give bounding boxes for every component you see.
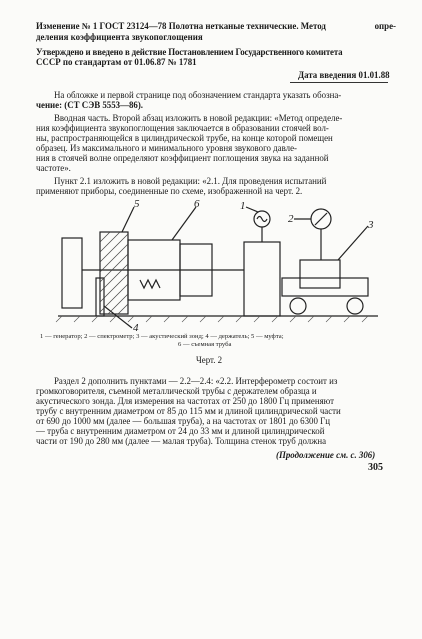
floor-hatch <box>56 316 368 322</box>
p2-line6: частоте». <box>36 163 71 173</box>
apparatus-diagram <box>0 198 422 333</box>
sine-wave-icon <box>257 217 267 222</box>
header-title-text: Изменение № 1 ГОСТ 23124—78 Полотна нетканые технические. Метод <box>36 21 326 31</box>
label-6: 6 <box>194 198 200 210</box>
p3-line2: применяют приборы, соединенные по схеме, изображенной на черт. 2. <box>36 186 303 196</box>
continued-note: (Продолжение см. с. 306) <box>276 450 376 460</box>
label-1: 1 <box>240 200 246 212</box>
leader-6 <box>172 207 196 240</box>
p2-line3: ны, распространяющейся в цилиндрической трубе, на конце которой помещен <box>36 133 333 143</box>
wheel-left <box>290 298 306 314</box>
approved-line1: Утверждено и введено в действие Постановлением Государственного комитета <box>36 47 343 57</box>
label-2: 2 <box>288 213 294 225</box>
p3-line1: Пункт 2.1 изложить в новой редакции: «2.1. Для проведения испытаний <box>54 176 327 186</box>
header-title-line1 <box>36 21 396 32</box>
generator <box>244 242 280 316</box>
approved-line2: СССР по стандартам от 01.06.87 № 1781 <box>36 57 197 67</box>
sample-spring <box>140 280 160 288</box>
header-title-line2: деления коэффициента звукопоглощения <box>36 32 203 42</box>
p2-line1: Вводная часть. Второй абзац изложить в новой редакции: «Метод определе- <box>54 113 343 123</box>
page-number: 305 <box>368 462 383 473</box>
figure-caption-line1: 1 — генератор; 2 — спектрометр; 3 — акустический зонд; 4 — держатель; 5 — муфта; <box>40 333 284 340</box>
s2-line3: акустического зонда. Для измерения на частотах от 250 до 1800 Гц применяют <box>36 396 335 406</box>
p1-line1: На обложке и первой странице под обозначением стандарта указать обозна- <box>54 90 342 100</box>
p2-line5: ния в стоячей волне определяют коэффициент поглощения звука на заданной <box>36 153 329 163</box>
leader-5 <box>122 207 134 232</box>
figure-title: Черт. 2 <box>196 355 223 365</box>
leader-1 <box>246 207 258 212</box>
acoustic-probe <box>300 260 340 288</box>
spectrometer-needle <box>315 213 327 225</box>
p2-line2: ния коэффициента звукопоглощения заключается в образовании стоячей вол- <box>36 123 329 133</box>
header-rule <box>290 82 388 83</box>
s2-line1: Раздел 2 дополнить пунктами — 2.2—2.4: «2.2. Интерферометр состоит из <box>54 376 338 386</box>
header-title-suffix: опре- <box>374 21 396 31</box>
label-5: 5 <box>134 198 140 210</box>
leader-3 <box>338 226 368 260</box>
s2-line5: от 690 до 1000 мм (далее — большая труба), а на частотах от 1801 до 6300 Гц <box>36 416 330 426</box>
s2-line2: громкоговорителя, съемной металлической трубы с держателем образца и <box>36 386 317 396</box>
figure-caption-line2: 6 — съемная труба <box>178 341 232 348</box>
p1-line2 <box>36 100 143 111</box>
wheel-right <box>347 298 363 314</box>
effective-date: Дата введения 01.01.88 <box>298 70 390 80</box>
s2-line4: трубу с внутренним диаметром от 85 до 115 мм и длиной цилиндрической части <box>36 406 341 416</box>
label-4: 4 <box>133 322 139 333</box>
s2-line7: части от 190 до 280 мм (далее — малая труба). Толщина стенок труб должна <box>36 436 327 446</box>
label-3: 3 <box>368 219 374 231</box>
s2-line6: — труба с внутренним диаметром от 24 до 33 мм и длиной цилиндрической <box>36 426 325 436</box>
p1-line2-text: чение: (СТ СЭВ 5553—86). <box>36 100 144 110</box>
carriage <box>282 278 368 296</box>
p2-line4: образец. Из максимального и минимального уровня звукового давле- <box>36 143 297 153</box>
loudspeaker <box>62 238 82 308</box>
